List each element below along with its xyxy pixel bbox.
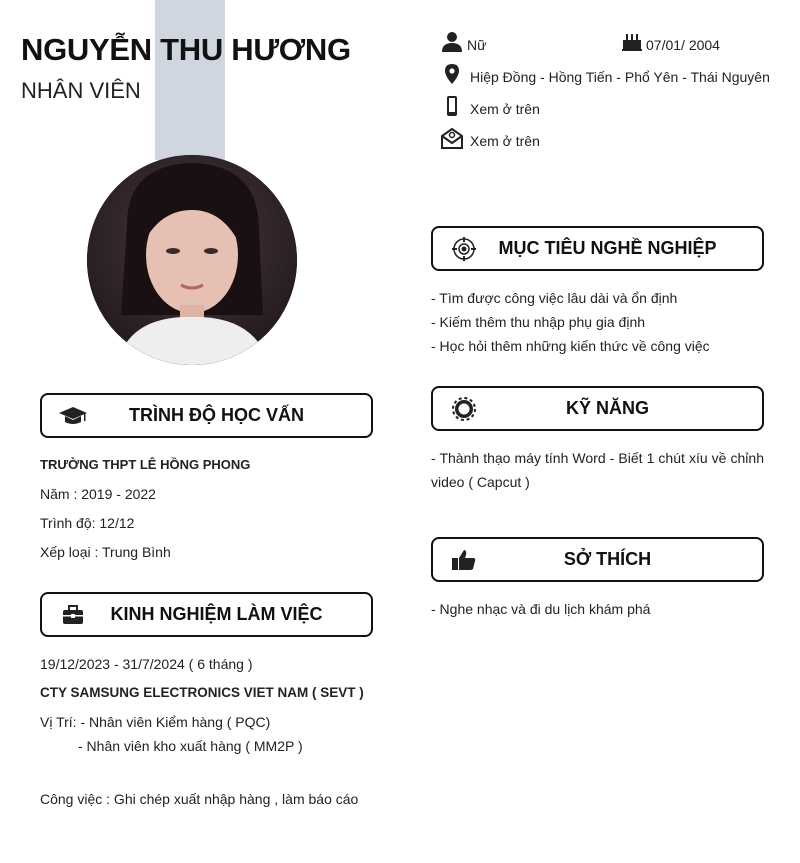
job-position-1: Vị Trí: - Nhân viên Kiểm hàng ( PQC) <box>40 714 271 730</box>
skills-line-1: - Thành thạo máy tính Word - Biết 1 chút xíu về chỉnh <box>431 450 764 466</box>
hobbies-text: - Nghe nhạc và đi du lịch khám phá <box>431 601 651 617</box>
education-rank: Xếp loại : Trung Bình <box>40 544 171 560</box>
candidate-name: NGUYỄN THU HƯƠNG <box>21 32 351 67</box>
email-text: Xem ở trên <box>470 133 540 149</box>
objective-item-3: - Học hỏi thêm những kiến thức về công việc <box>431 338 710 354</box>
objective-item-2: - Kiếm thêm thu nhập phụ gia định <box>431 314 646 330</box>
experience-title: KINH NGHIỆM LÀM VIỆC <box>110 604 323 624</box>
phone-text: Xem ở trên <box>470 101 540 117</box>
address-text: Hiệp Đồng - Hồng Tiến - Phổ Yên - Thái Nguyên <box>470 69 770 85</box>
job-position-2: - Nhân viên kho xuất hàng ( MM2P ) <box>78 738 303 754</box>
objective-section-header <box>431 226 764 271</box>
education-level: Trình độ: 12/12 <box>40 515 135 531</box>
email-icon <box>441 127 463 149</box>
school-name: TRƯỜNG THPT LÊ HỒNG PHONG <box>40 457 251 472</box>
education-title: TRÌNH ĐỘ HỌC VẤN <box>129 405 304 425</box>
person-icon <box>441 31 463 53</box>
phone-icon <box>441 95 463 117</box>
header-accent-bar <box>155 0 225 160</box>
job-period: 19/12/2023 - 31/7/2024 ( 6 tháng ) <box>40 656 253 672</box>
hobbies-title: SỞ THÍCH <box>563 549 652 569</box>
candidate-role: NHÂN VIÊN <box>21 78 141 103</box>
map-pin-icon <box>441 63 463 85</box>
skills-section-header <box>431 386 764 431</box>
cake-icon <box>621 31 643 53</box>
education-section-header <box>40 393 373 438</box>
objective-title: MỤC TIÊU NGHỀ NGHIỆP <box>498 238 717 258</box>
company-name: CTY SAMSUNG ELECTRONICS VIET NAM ( SEVT ) <box>40 685 364 700</box>
profile-photo <box>87 155 297 365</box>
school-years: Năm : 2019 - 2022 <box>40 486 156 502</box>
objective-item-1: - Tìm được công việc lâu dài và ổn định <box>431 290 678 306</box>
hobbies-section-header <box>431 537 764 582</box>
birthday-text: 07/01/ 2004 <box>646 37 720 53</box>
experience-section-header <box>40 592 373 637</box>
skills-title: KỸ NĂNG <box>565 398 649 418</box>
job-duties: Công việc : Ghi chép xuất nhập hàng , làm báo cáo <box>40 791 359 807</box>
skills-line-2: video ( Capcut ) <box>431 474 530 490</box>
gender-text: Nữ <box>467 37 487 53</box>
